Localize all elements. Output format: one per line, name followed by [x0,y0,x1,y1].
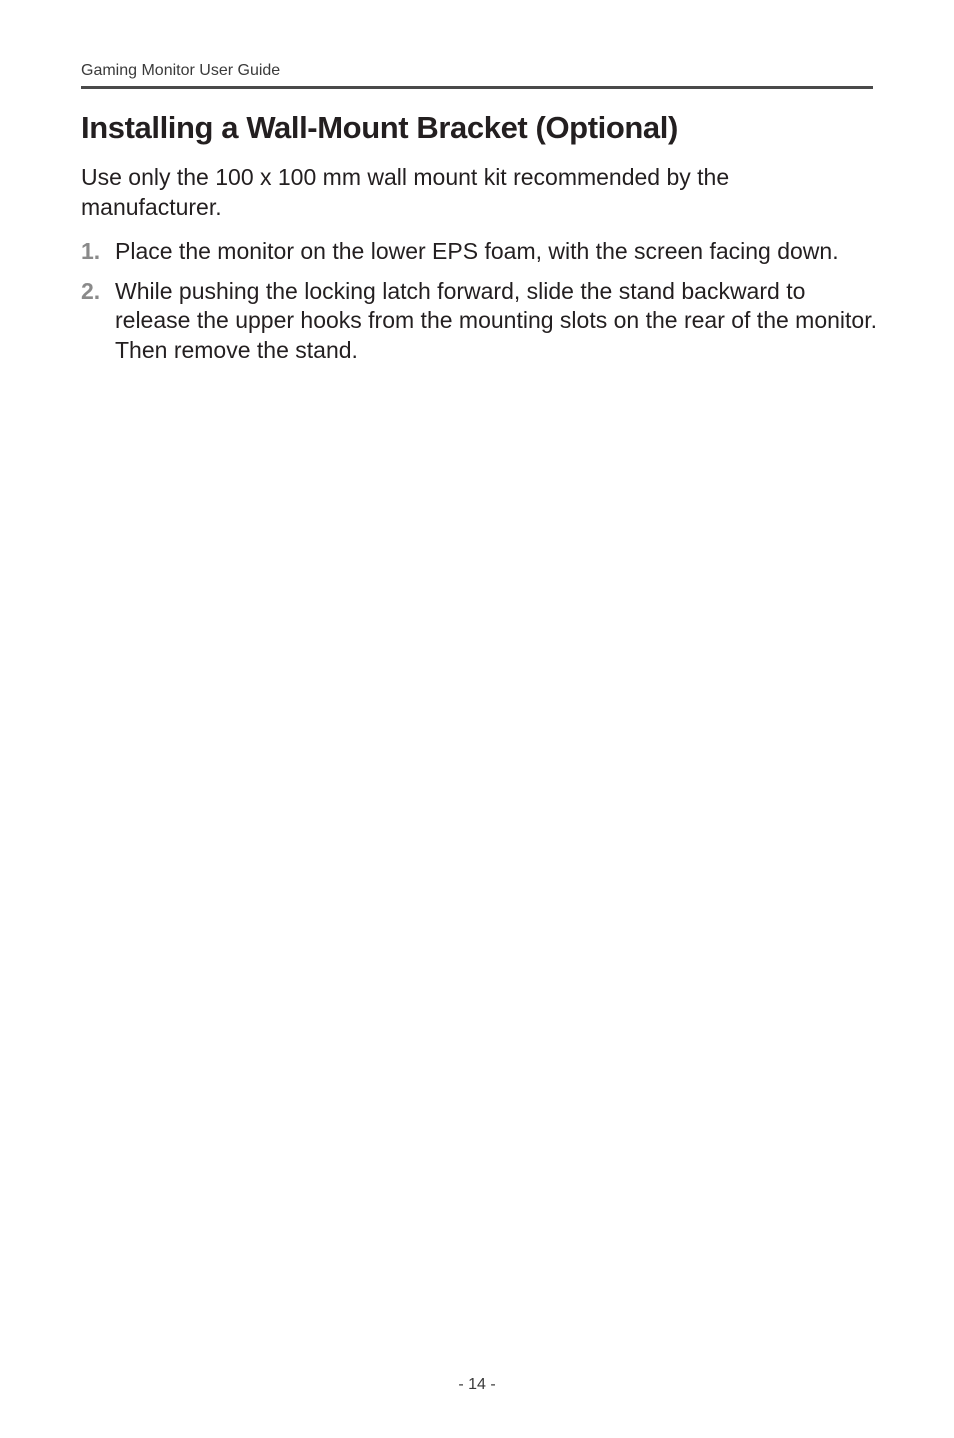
running-header: Gaming Monitor User Guide [81,62,281,79]
step-item [81,277,881,366]
step-text: While pushing the locking latch forward, slide the stand backward to release the upper hooks from the mounting slots on the rear of the monitor. Then remove the stand. [115,277,877,363]
step-number: 1. [81,238,101,264]
step-item [81,237,881,267]
header-divider [81,86,873,89]
page-title: Installing a Wall-Mount Bracket (Optional) [81,110,678,145]
intro-paragraph: Use only the 100 x 100 mm wall mount kit recommended by the manufacturer. [81,164,730,220]
instruction-steps [81,237,881,375]
step-text: Place the monitor on the lower EPS foam, with the screen facing down. [115,238,839,264]
step-number: 2. [81,277,101,304]
page-number: - 14 - [458,1376,496,1393]
